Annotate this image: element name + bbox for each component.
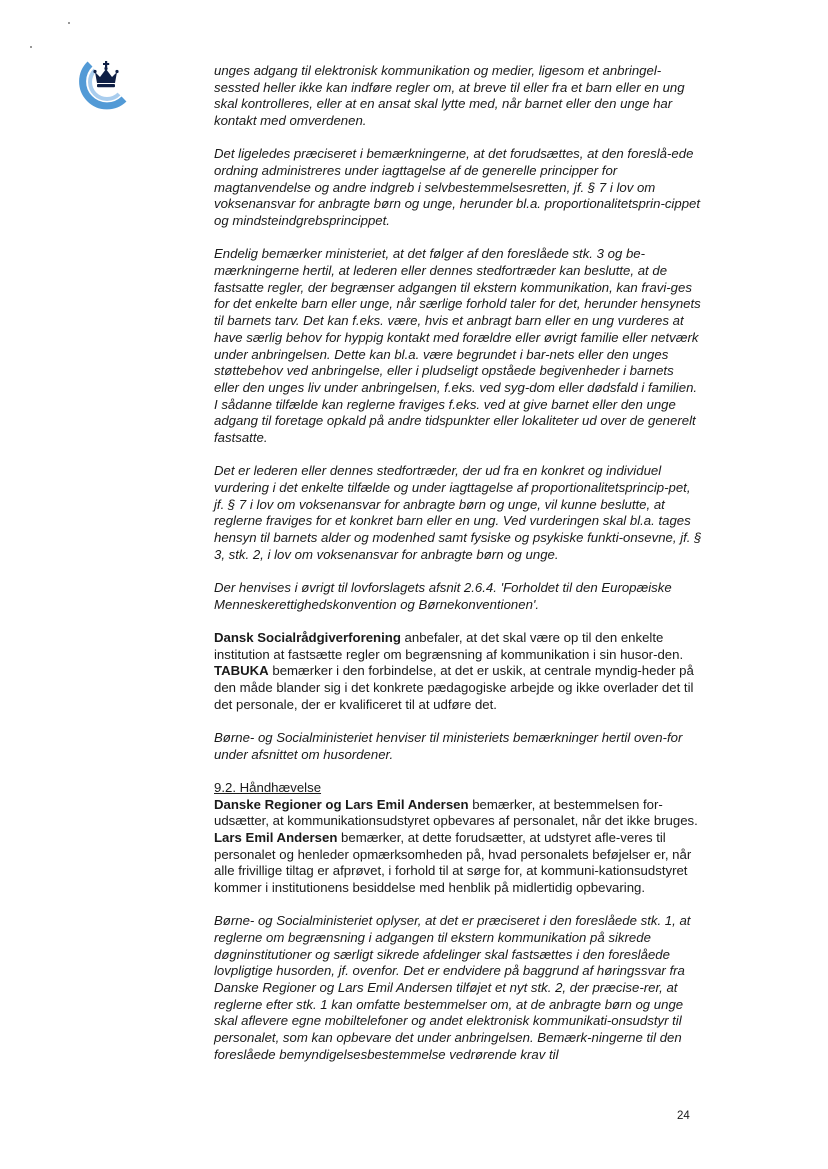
crown-emblem-icon bbox=[76, 55, 128, 113]
paragraph-socialraadgiver-response bbox=[214, 630, 702, 714]
letter-body bbox=[214, 63, 702, 1080]
paragraph-leader-assessment: Det er lederen eller dennes stedfortræder, der ud fra en konkret og individuel vurdering i det enkelte tilfælde og under iagttagelse af proportionalitetsprincip-pet, jf. § 7 i lov om voksenansvar for anbragte børn og unge, vil kunne beslutte, at reglerne fraviges for et konkret barn eller en ung. Ved vurderingen skal bl.a. tages hensyn til barnets alder og modenhed samt fysiske og psykiske funkti-onsevne, jf. § 3, stk. 2, i lov om voksenansvar for anbragte børn og unge. bbox=[214, 463, 702, 562]
paragraph-haandhaevelse-response bbox=[214, 797, 702, 897]
organization-name: Dansk Socialrådgiverforening bbox=[214, 629, 401, 645]
response-text: bemærker, at dette forudsætter, at udstyret afle-veres til personalet og henleder opmærksomheden på, hvad personalets beføjelser er, når alle frivillige tiltag er afprøvet, i forhold til at sørge for, at kommuni-kationsudstyret kommer i institutionens besiddelse med henblik på midlertidig opbevaring. bbox=[214, 829, 692, 896]
organization-name: TABUKA bbox=[214, 663, 269, 679]
paragraph-ministry-reply: Børne- og Socialministeriet henviser til ministeriets bemærkninger hertil oven-for under afsnittet om husordener. bbox=[214, 729, 683, 762]
organization-name: Lars Emil Andersen bbox=[214, 829, 338, 845]
paragraph-reference: Der henvises i øvrigt til lovforslagets afsnit 2.6.4. 'Forholdet til den Europæiske Menneskerettighedskonvention og Børnekonventionen'. bbox=[214, 579, 672, 612]
scan-speck bbox=[30, 46, 32, 48]
paragraph-proportionality: Det ligeledes præciseret i bemærkningerne, at det forudsættes, at den foreslå-ede ordning administreres under iagttagelse af de generelle principper for magtanvendelse og andre indgreb i selvbestemmelsesretten, jf. § 7 i lov om voksenansvar for anbragte børn og unge, herunder bl.a. proportionalitetsprin-cippet og mindsteindgrebsprincippet. bbox=[214, 146, 701, 229]
response-text: bemærker, at bestemmelsen for-udsætter, at kommunikationsudstyret opbevares af personalet, når det ikke bruges. bbox=[214, 796, 698, 829]
paragraph-communication-rules: unges adgang til elektronisk kommunikation og medier, ligesom et anbringel-sessted heller ikke kan indføre regler om, at breve til eller fra et barn eller en ung skal kontrolleres, eller at en ansat skal lytte med, når barnet eller den unge har kontakt med omverdenen. bbox=[214, 63, 685, 129]
scan-speck bbox=[68, 22, 70, 24]
page-number: 24 bbox=[677, 1110, 690, 1122]
response-text: anbefaler, at det skal være op til den enkelte institution at fastsætte regler om begrænsning af kommunikation i sin husor-den. bbox=[214, 629, 684, 662]
section-heading: 9.2. Håndhævelse bbox=[214, 779, 322, 795]
organization-name: Danske Regioner og Lars Emil Andersen bbox=[214, 796, 469, 812]
response-text: bemærker i den forbindelse, at det er uskik, at centrale myndig-heder på den måde blander sig i det konkrete pædagogiske arbejde og ikke overlader det til det personale, der er kvalificeret til at udføre det. bbox=[214, 663, 694, 712]
paragraph-ministry-clarification: Børne- og Socialministeriet oplyser, at det er præciseret i den foreslåede stk. 1, at reglerne om begrænsning i adgangen til ekstern kommunikation på sikrede døgninstitutioner og særligt sikrede afdelinger skal fastsættes i den foreslåede lovpligtige husorden, jf. ovenfor. Det er endvidere på baggrund af høringssvar fra Danske Regioner og Lars Emil Andersen tilføjet et nyt stk. 2, der præcise-rer, at reglerne efter stk. 1 kan omfatte bestemmelser om, at de anbragte børn og unge skal aflevere egne mobiltelefoner og andet elektronisk kommunikati-onsudstyr til personalet, som kan opbevare det under anbringelsen. Bemærk-ningerne til den foreslåede bemyndigelsesbestemmelse vedrørende krav til bbox=[214, 913, 691, 1062]
paragraph-exemptions: Endelig bemærker ministeriet, at det følger af den foreslåede stk. 3 og be-mærkningerne hertil, at lederen eller dennes stedfortræder kan beslutte, at de fastsatte regler, der begrænser adgangen til ekstern kommunikation, kan fravi-ges for det enkelte barn eller unge, når særlige forhold taler for det, herunder hensynets til barnets tarv. Det kan f.eks. være, hvis et anbragt barn eller en ung vurderes at have særlig behov for hyppig kontakt med forældre eller øvrigt familie eller netværk under anbringelsen. Dette kan bl.a. være begrundet i bar-nets eller den unges støttebehov ved anbringelse, eller i pludseligt opståede begivenheder i barnets eller den unges liv under anbringelsen, f.eks. ved syg-dom eller dødsfald i familien. I sådanne tilfælde kan reglerne fraviges f.eks. ved at give barnet eller den unge adgang til foretage opkald på andre tidspunkter eller lokaliteter ud over de generelt fastsatte. bbox=[214, 246, 701, 446]
